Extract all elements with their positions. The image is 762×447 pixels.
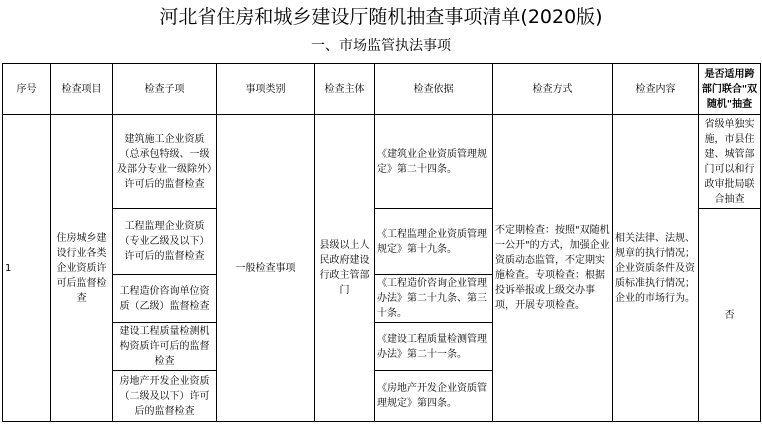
cell-sub-item-2: 工程监理企业资质（专业乙级及以下）许可后的监督检查 xyxy=(113,209,217,275)
header-row xyxy=(3,64,761,115)
cell-basis-1: 《建筑业企业资质管理规定》第二十四条。 xyxy=(375,115,493,209)
header-method: 检查方式 xyxy=(493,64,613,115)
header-subject: 检查主体 xyxy=(315,64,375,115)
cell-basis-4: 《建设工程质量检测管理办法》第二十一条。 xyxy=(375,323,493,371)
cell-basis-3: 《工程造价咨询企业管理办法》第二十九条、第三十条。 xyxy=(375,275,493,323)
page-title: 河北省住房和城乡建设厅随机抽查事项清单(2020版) xyxy=(159,6,603,28)
cell-method: 不定期检查：按照"双随机一公开"的方式，加强企业资质动态监管，不定期实施检查。专项检查：根据投诉举报或上级交办事项，开展专项检查。 xyxy=(493,115,613,422)
cell-subject: 县级以上人民政府建设行政主管部门 xyxy=(315,115,375,422)
cell-basis-5: 《房地产开发企业资质管理规定》第四条。 xyxy=(375,371,493,422)
header-seq: 序号 xyxy=(3,64,51,115)
header-sub-item: 检查子项 xyxy=(113,64,217,115)
header-joint: 是否适用跨部门联合"双随机"抽查 xyxy=(699,64,761,115)
header-basis: 检查依据 xyxy=(375,64,493,115)
cell-sub-item-1: 建筑施工企业资质（总承包特级、一级及部分专业一级除外）许可后的监督检查 xyxy=(113,115,217,209)
cell-category: 一般检查事项 xyxy=(217,115,315,422)
inspection-table xyxy=(2,63,761,422)
cell-item: 住房城乡建设行业各类企业资质许可后监督检查 xyxy=(51,115,113,422)
cell-content: 相关法律、法规、规章的执行情况；企业资质条件及资质标准执行情况；企业的市场行为。 xyxy=(613,115,699,422)
cell-basis-2: 《工程监理企业资质管理规定》第十九条。 xyxy=(375,209,493,275)
cell-seq: 1 xyxy=(3,115,51,422)
cell-joint-note: 省级单独实施，市县住建、城管部门可以和行政审批局联合抽查 xyxy=(699,115,761,209)
cell-sub-item-5: 房地产开发企业资质（二级及以下）许可后的监督检查 xyxy=(113,371,217,422)
section-subtitle: 一、市场监管执法事项 xyxy=(311,38,451,54)
header-category: 事项类别 xyxy=(217,64,315,115)
cell-joint-answer: 否 xyxy=(699,209,761,422)
cell-sub-item-4: 建设工程质量检测机构资质许可后的监督检查 xyxy=(113,323,217,371)
table-row xyxy=(3,115,761,209)
header-item: 检查项目 xyxy=(51,64,113,115)
cell-sub-item-3: 工程造价咨询单位资质（乙级）监督检查 xyxy=(113,275,217,323)
header-content: 检查内容 xyxy=(613,64,699,115)
